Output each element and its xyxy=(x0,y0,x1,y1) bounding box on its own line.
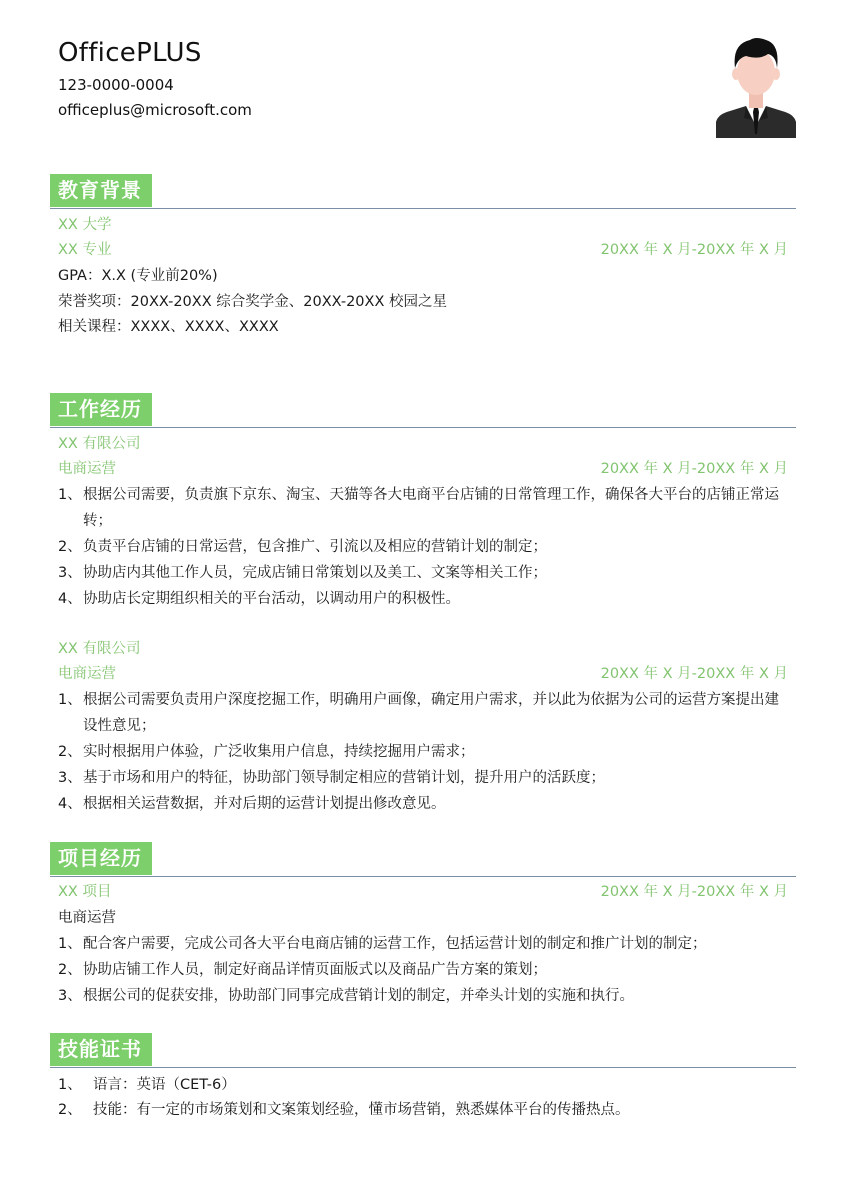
list-item xyxy=(58,534,790,560)
item-text: 技能：有一定的市场策划和文案策划经验，懂市场营销，熟悉媒体平台的传播热点。 xyxy=(93,1102,630,1118)
company-name: XX 有限公司 xyxy=(58,641,141,657)
avatar-icon xyxy=(716,34,796,138)
item-text: 根据公司需要，负责旗下京东、淘宝、天猫等各大电商平台店铺的日常管理工作，确保各大平台的店铺正常运转； xyxy=(83,487,779,529)
section-divider xyxy=(50,876,796,877)
section-header-skills xyxy=(50,1033,796,1069)
project-date: 20XX 年 X 月-20XX 年 X 月 xyxy=(600,884,788,900)
list-item xyxy=(58,739,790,765)
company-name: XX 有限公司 xyxy=(58,436,141,452)
gpa-text: GPA：X.X (专业前20%) xyxy=(58,268,218,284)
job-role: 电商运营 xyxy=(58,666,116,682)
item-number: 1、 xyxy=(58,487,82,503)
item-number: 4、 xyxy=(58,591,82,607)
project-role: 电商运营 xyxy=(58,910,116,926)
item-number: 3、 xyxy=(58,988,82,1004)
item-number: 2、 xyxy=(58,1102,82,1118)
list-item xyxy=(58,482,790,534)
list-item xyxy=(58,931,790,957)
item-number: 2、 xyxy=(58,962,82,978)
job-date: 20XX 年 X 月-20XX 年 X 月 xyxy=(600,461,788,477)
section-divider xyxy=(50,208,796,209)
section-title: 工作经历 xyxy=(50,393,152,426)
courses-text: 相关课程：XXXX、XXXX、XXXX xyxy=(58,319,279,335)
item-text: 协助店内其他工作人员，完成店铺日常策划以及美工、文案等相关工作； xyxy=(83,565,547,581)
item-text: 基于市场和用户的特征，协助部门领导制定相应的营销计划，提升用户的活跃度； xyxy=(83,770,605,786)
section-header-education xyxy=(50,174,796,210)
item-number: 3、 xyxy=(58,565,82,581)
major-name: XX 专业 xyxy=(58,242,112,258)
item-number: 1、 xyxy=(58,936,82,952)
list-item xyxy=(58,983,790,1009)
project-name: XX 项目 xyxy=(58,884,112,900)
list-item xyxy=(58,687,790,739)
item-number: 3、 xyxy=(58,770,82,786)
section-title: 项目经历 xyxy=(50,842,152,875)
item-text: 负责平台店铺的日常运营，包含推广、引流以及相应的营销计划的制定； xyxy=(83,539,547,555)
item-number: 1、 xyxy=(58,692,82,708)
section-title: 技能证书 xyxy=(50,1033,152,1066)
job-role: 电商运营 xyxy=(58,461,116,477)
list-item xyxy=(58,560,790,586)
item-number: 4、 xyxy=(58,796,82,812)
phone-number: 123-0000-0004 xyxy=(58,76,174,94)
item-text: 配合客户需要，完成公司各大平台电商店铺的运营工作，包括运营计划的制定和推广计划的制定； xyxy=(83,936,707,952)
section-header-work xyxy=(50,393,796,429)
item-text: 协助店长定期组织相关的平台活动，以调动用户的积极性。 xyxy=(83,591,460,607)
list-item xyxy=(58,1097,790,1123)
item-text: 协助店铺工作人员，制定好商品详情页面版式以及商品广告方案的策划； xyxy=(83,962,547,978)
list-item xyxy=(58,791,790,817)
item-number: 1、 xyxy=(58,1077,82,1093)
item-text: 实时根据用户体验，广泛收集用户信息，持续挖掘用户需求； xyxy=(83,744,475,760)
list-item xyxy=(58,957,790,983)
school-name: XX 大学 xyxy=(58,217,112,233)
section-divider xyxy=(50,427,796,428)
list-item xyxy=(58,1072,790,1098)
section-header-project xyxy=(50,842,796,878)
item-text: 根据公司的促获安排，协助部门同事完成营销计划的制定，并牵头计划的实施和执行。 xyxy=(83,988,634,1004)
education-date: 20XX 年 X 月-20XX 年 X 月 xyxy=(600,242,788,258)
awards-text: 荣誉奖项：20XX-20XX 综合奖学金、20XX-20XX 校园之星 xyxy=(58,294,448,310)
section-title: 教育背景 xyxy=(50,174,152,207)
list-item xyxy=(58,586,790,612)
email-address: officeplus@microsoft.com xyxy=(58,101,252,119)
item-number: 2、 xyxy=(58,539,82,555)
item-text: 语言：英语（CET-6） xyxy=(93,1077,236,1093)
item-number: 2、 xyxy=(58,744,82,760)
list-item xyxy=(58,765,790,791)
section-divider xyxy=(50,1067,796,1068)
job-date: 20XX 年 X 月-20XX 年 X 月 xyxy=(600,666,788,682)
item-text: 根据相关运营数据，并对后期的运营计划提出修改意见。 xyxy=(83,796,446,812)
candidate-name: OfficePLUS xyxy=(58,38,202,68)
item-text: 根据公司需要负责用户深度挖掘工作，明确用户画像，确定用户需求，并以此为依据为公司的运营方案提出建设性意见； xyxy=(83,692,779,734)
